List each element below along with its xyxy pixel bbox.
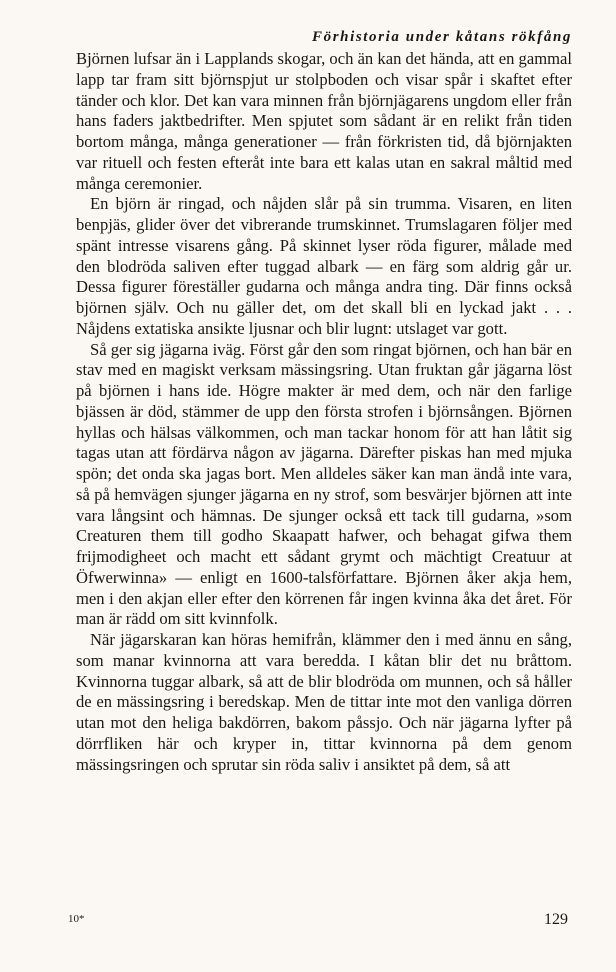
paragraph: När jägarskaran kan höras hemifrån, klämmer den i med ännu en sång, som manar kvinnorna att vara beredda. I kåtan blir det nu bråttom. Kvinnorna tuggar albark, så att de blir blodröda om munnen, och så håller de en mässingsring i beredskap. Men de tittar inte mot den vanliga dörren utan mot den heliga bakdörren, bakom påssjo. Och när jägarna lyfter på dörrfliken här och kryper in, tittar kvinnorna på dem genom mässingsringen och sprutar sin röda saliv i ansiktet på dem, så att: [76, 630, 572, 774]
body-text: [76, 49, 572, 775]
paragraph: En björn är ringad, och nåjden slår på sin trumma. Visaren, en liten benpjäs, glider över det vibrerande trumskinnet. Trumslagaren följer med spänt intresse visarens gång. På skinnet lyser röda figurer, målade med den blodröda saliven efter tuggad albark — en färg som aldrig går ur. Dessa figurer föreställer gudarna och många andra ting. Där finns också björnen själv. Och nu gäller det, om det skall bli en lyckad jakt . . . Nåjdens extatiska ansikte ljusnar och blir lugnt: utslaget var gott.: [76, 194, 572, 338]
running-head: Förhistoria under kåtans rökfång: [311, 29, 572, 45]
paragraph: Så ger sig jägarna iväg. Först går den som ringat björnen, och han bär en stav med en magiskt verksam mässingsring. Utan fruktan går jägarna löst på björnen i hans ide. Högre makter är med dem, och när den farlige bjässen är död, stämmer de upp den första strofen i björnsången. Björnen hyllas och hälsas välkommen, och man tackar honom för att han låtit sig tagas utan att fördärva någon av jägarna. Därefter piskas han med mjuka spön; det onda ska jagas bort. Men alldeles säker kan man ändå inte vara, så på hemvägen sjunger jägarna en ny strof, som besvärjer björnen att inte vara långsint och hämnas. De sjunger också ett tack till gudarna, »som Creaturen them till godho Skaapatt hafwer, och behagat gifwa them frijmodigheet och macht ett sådant grymt och mächtigt Creatuur at Öfwerwinna» — enligt en 1600-talsförfattare. Björnen åker akja hem, men i den akjan eller efter den körrenen får ingen kvinna åka det året. För man är rädd om sitt kvinnfolk.: [76, 339, 573, 629]
signature-mark: 10*: [68, 913, 85, 925]
page-number: 129: [544, 911, 568, 928]
paragraph: Björnen lufsar än i Lapplands skogar, och än kan det hända, att en gammal lapp tar fram sitt björnspjut ur stolpboden och visar spår i skaftet efter tänder och klor. Det kan vara minnen från björnjägarens ungdom eller från hans faders jaktbedrifter. Men spjutet som sådant är en relikt från tiden bortom många, många generationer — från förkristen tid, då björnjakten var rituell och festen efteråt inte bara ett kalas utan en sakral måltid med många ceremonier.: [76, 49, 572, 193]
